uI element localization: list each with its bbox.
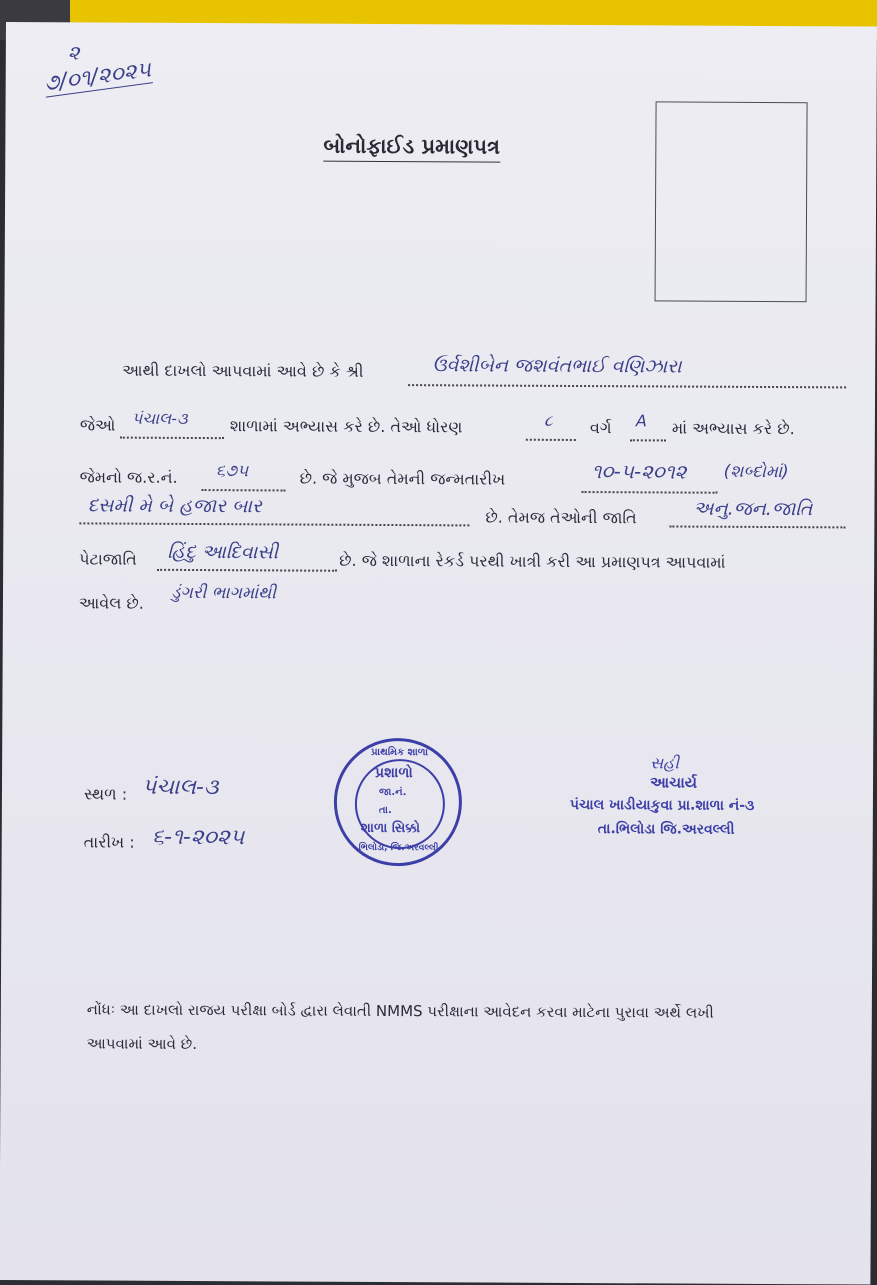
seal-line1: પ્રશાળો bbox=[375, 764, 413, 782]
body-line3-end: (શબ્દોમાં) bbox=[723, 461, 789, 483]
body-line2-varg: વર્ગ bbox=[589, 418, 612, 438]
handwritten-note: ડુંગરી ભાગમાંથી bbox=[170, 582, 277, 604]
place-value: પંચાલ-૩ bbox=[141, 774, 219, 801]
body-line3-prefix: જેમનો જ.ર.નં. bbox=[79, 467, 178, 487]
body-line4-mid: છે. તેમજ તેઓની જાતિ bbox=[485, 507, 637, 528]
dotted-line bbox=[408, 384, 846, 388]
school-name: પંચાલ-૩ bbox=[131, 408, 188, 428]
dotted-line bbox=[526, 439, 576, 441]
seal-top-text: પ્રાથમિક શાળા bbox=[371, 746, 429, 759]
dotted-line bbox=[79, 522, 469, 526]
corner-note-number: ૨ bbox=[67, 40, 80, 65]
photo-placeholder bbox=[655, 101, 808, 302]
student-name: ઉર્વશીબેન જશવંતભાઈ વણિઝારા bbox=[432, 354, 682, 378]
subcaste-value: હિંદુ આદિવાસી bbox=[167, 540, 279, 564]
dotted-line bbox=[202, 489, 286, 491]
body-line5-end: છે. જે શાળાના રેકર્ડ પરથી ખાત્રી કરી આ પ્રમાણપત્ર આપવામાં bbox=[339, 550, 726, 572]
certificate-paper bbox=[0, 22, 877, 1285]
date-value: ૬-૧-૨૦૨૫ bbox=[151, 824, 245, 851]
birth-date: ૧૦-૫-૨૦૧૨ bbox=[591, 459, 687, 484]
seal-line2: જા.નં. bbox=[378, 786, 407, 799]
school-address: પંચાલ ખાડીયાકુવા પ્રા.શાળા નં-૩ bbox=[569, 796, 755, 814]
page-title: બોનોફાઈડ પ્રમાણપત્ર bbox=[323, 134, 500, 163]
dotted-line bbox=[630, 439, 666, 441]
footnote-line2: આપવામાં આવે છે. bbox=[86, 1034, 198, 1054]
seal-line4: શાળા સિક્કો bbox=[360, 820, 421, 837]
dotted-line bbox=[157, 569, 337, 572]
footnote-line1: નોંધઃ આ દાખલો રાજય પરીક્ષા બોર્ડ દ્વારા લેવાતી NMMS પરીક્ષાના આવેદન કરવા માટેના પુરાવા અર્થે લખી bbox=[86, 1000, 714, 1022]
place-label: સ્થળ : bbox=[83, 784, 128, 804]
corner-note-date: ૭/૦૧/૨૦૨૫ bbox=[42, 57, 153, 97]
date-label: તારીખ : bbox=[83, 832, 135, 852]
gr-number: ૬૭૫ bbox=[215, 461, 249, 482]
birth-date-words: દસમી મે બે હજાર બાર bbox=[87, 494, 262, 518]
body-line3-mid: છે. જે મુજબ તેમની જન્મતારીખ bbox=[299, 468, 506, 489]
dotted-line bbox=[669, 525, 845, 528]
taluka-district: તા.ભિલોડા જિ.અરવલ્લી bbox=[597, 821, 735, 838]
division-value: A bbox=[635, 411, 647, 431]
body-line5-prefix: પેટાજાતિ bbox=[79, 549, 137, 569]
body-line1-label: આથી દાખલો આપવામાં આવે છે કે શ્રી bbox=[122, 360, 364, 381]
dotted-line bbox=[582, 491, 718, 494]
seal-bottom-text: ભિલોડા, જિ.અરવલ્લી bbox=[358, 842, 439, 854]
body-line2-prefix: જેઓ bbox=[79, 415, 116, 435]
dotted-line bbox=[120, 437, 224, 440]
body-line2-end: માં અભ્યાસ કરે છે. bbox=[671, 418, 795, 439]
body-line2-mid: શાળામાં અભ્યાસ કરે છે. તેઓ ધોરણ bbox=[229, 416, 463, 437]
caste-value: અનુ.જન.જાતિ bbox=[693, 497, 813, 521]
body-line6-prefix: આવેલ છે. bbox=[78, 593, 144, 613]
school-seal-stamp bbox=[334, 738, 463, 867]
standard-value: ૮ bbox=[543, 410, 553, 430]
seal-line3: તા. bbox=[378, 804, 392, 817]
principal-role: આચાર્ય bbox=[649, 773, 698, 792]
principal-signature: સહી bbox=[650, 753, 680, 773]
